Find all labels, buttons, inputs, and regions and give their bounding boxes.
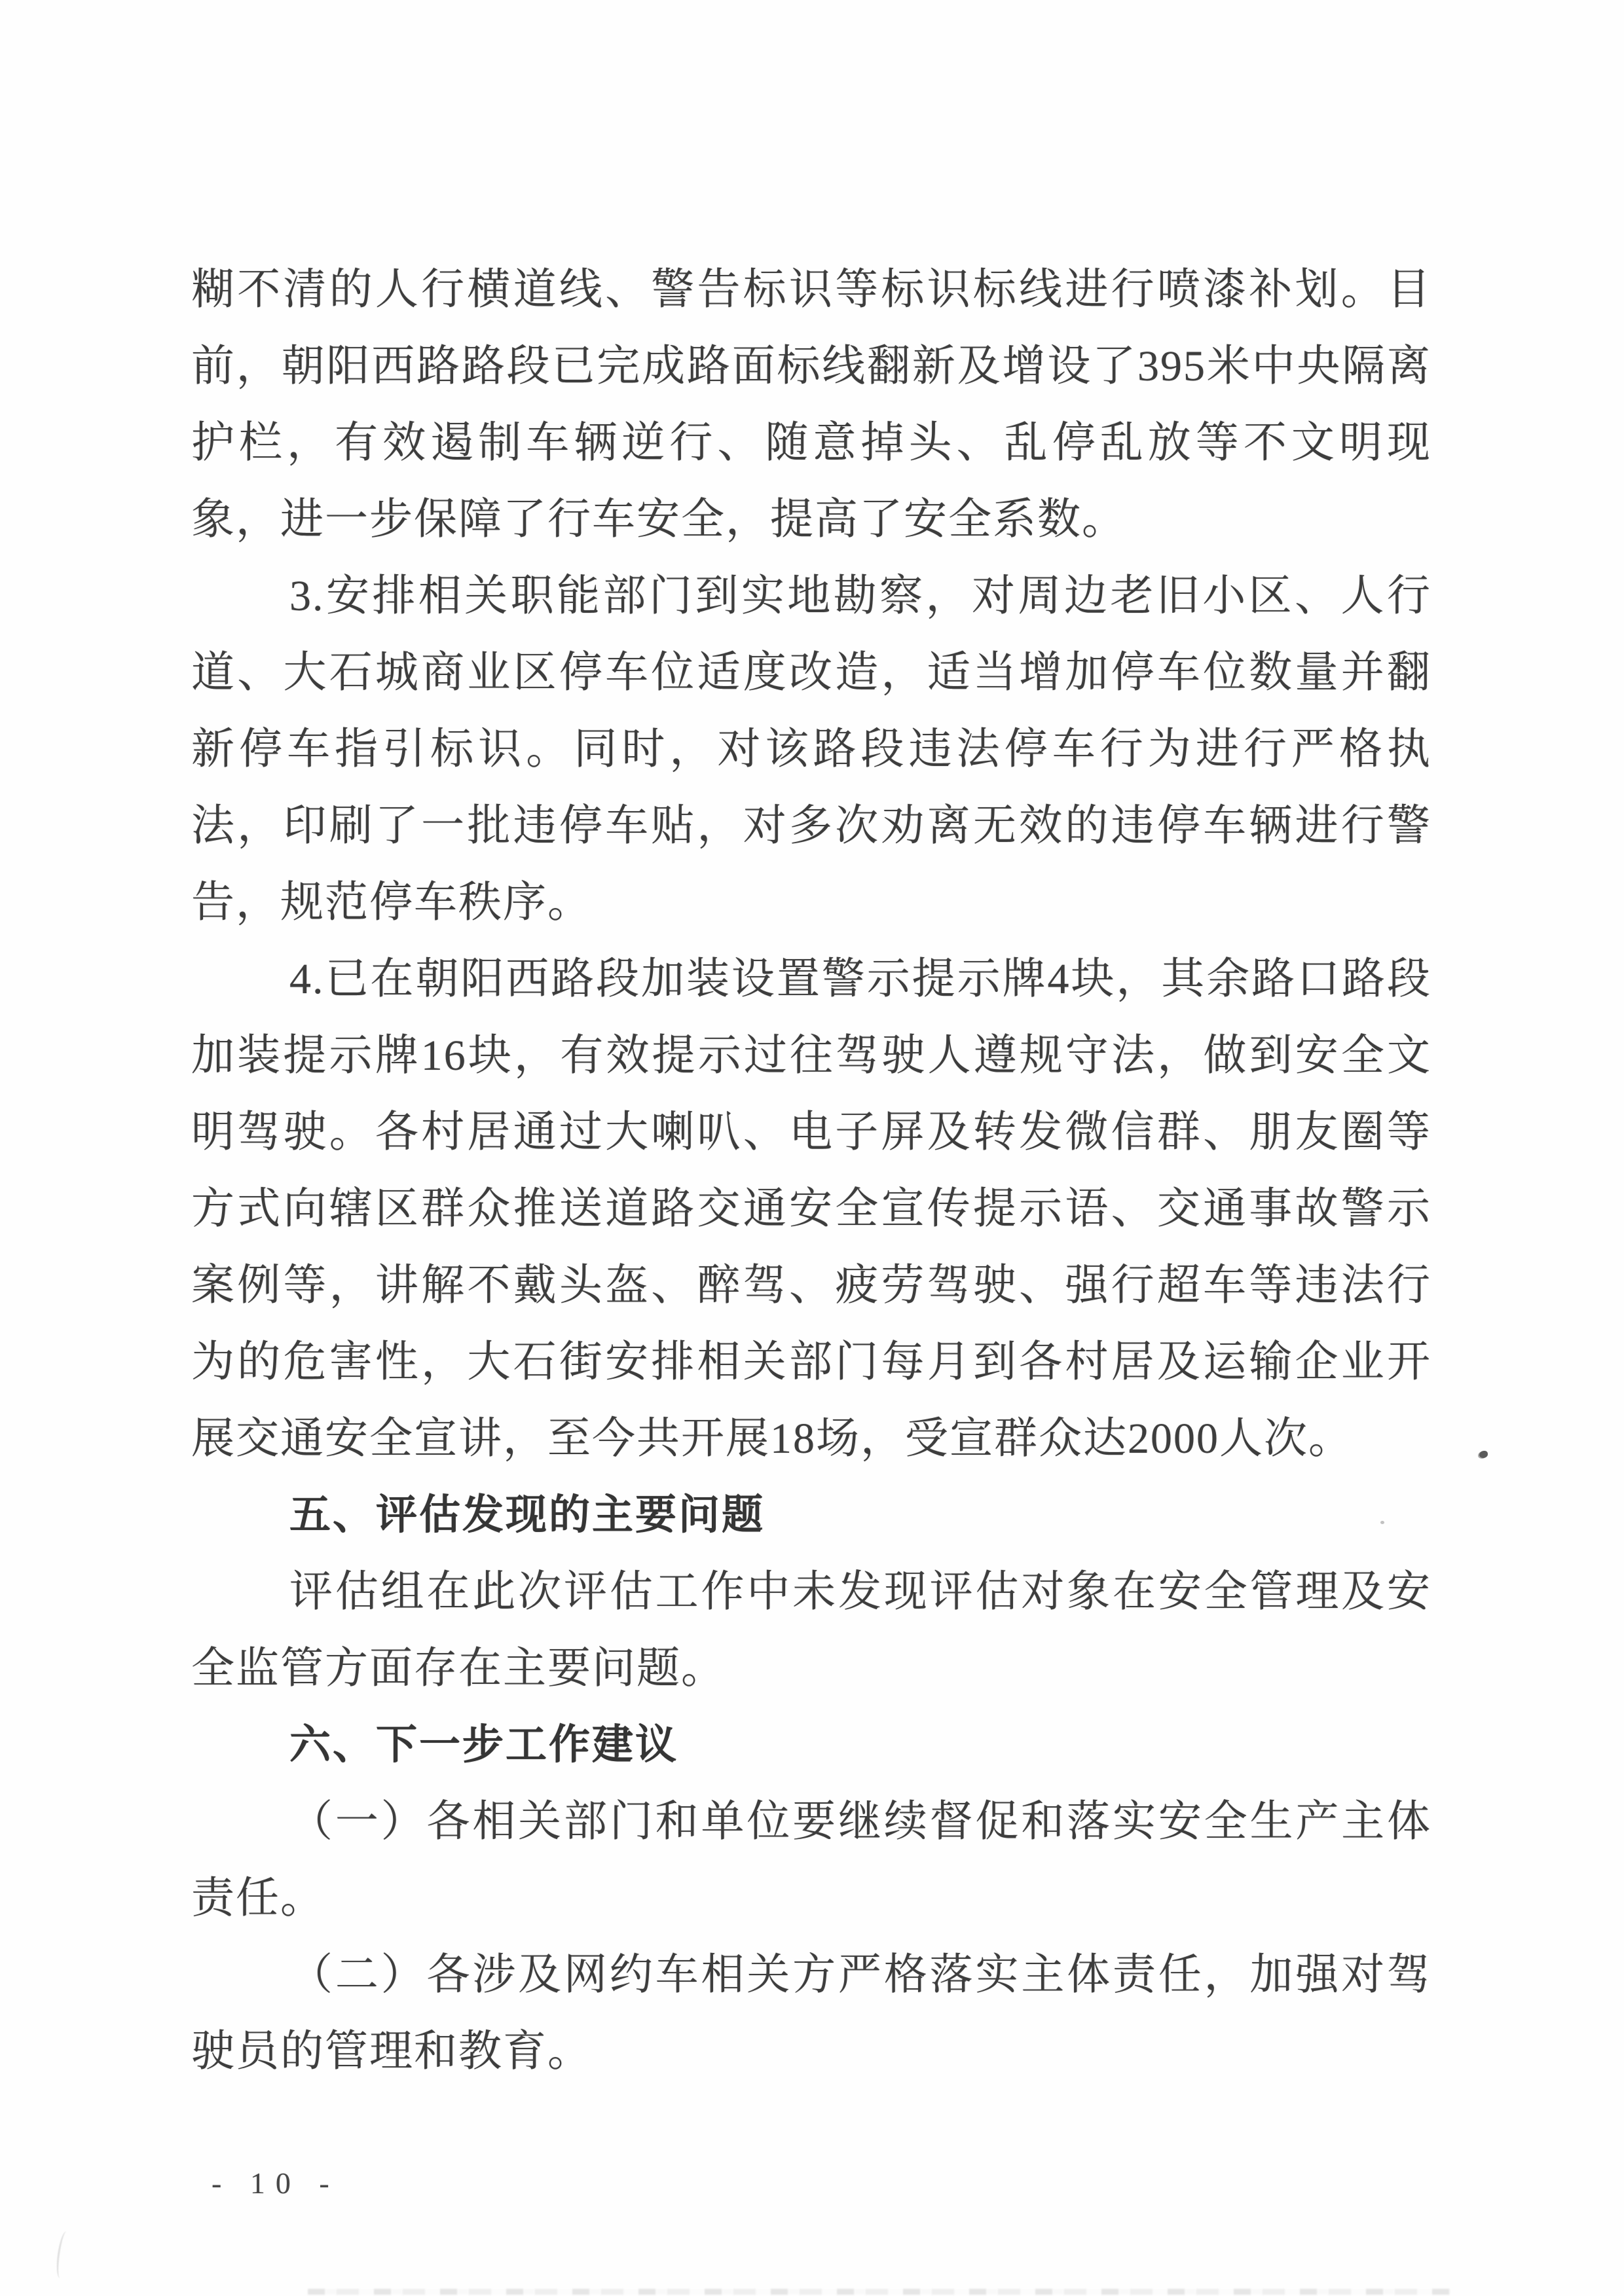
text-line: 驶员的管理和教育。 bbox=[191, 2028, 592, 2075]
text-line: 明驾驶。各村居通过大喇叭、电子屏及转发微信群、朋友圈等 bbox=[191, 1108, 1431, 1156]
text-line-paragraph-start: 3.安排相关职能部门到实地勘察，对周边老旧小区、人行 bbox=[289, 572, 1431, 620]
text-line-paragraph-start: 评估组在此次评估工作中未发现评估对象在安全管理及安 bbox=[289, 1568, 1431, 1616]
text-line: 告，规范停车秩序。 bbox=[191, 879, 592, 926]
text-line: 为的危害性，大石街安排相关部门每月到各村居及运输企业开 bbox=[191, 1338, 1431, 1386]
text-line: 前，朝阳西路路段已完成路面标线翻新及增设了395米中央隔离 bbox=[191, 342, 1431, 390]
text-line: 责任。 bbox=[191, 1874, 325, 1922]
text-line: 护栏，有效遏制车辆逆行、随意掉头、乱停乱放等不文明现 bbox=[191, 419, 1431, 467]
text-line: 方式向辖区群众推送道路交通安全宣传提示语、交通事故警示 bbox=[191, 1185, 1431, 1233]
text-line: 法，印刷了一批违停车贴，对多次劝离无效的违停车辆进行警 bbox=[191, 802, 1431, 850]
ink-speck-artifact bbox=[1479, 1451, 1488, 1458]
section-heading-6: 六、下一步工作建议 bbox=[289, 1722, 678, 1768]
text-line-paragraph-start: （一）各相关部门和单位要继续督促和落实安全生产主体 bbox=[289, 1798, 1431, 1846]
scan-artifact-left bbox=[54, 2231, 72, 2279]
scan-edge-artifact-bottom bbox=[308, 2289, 1450, 2295]
text-line: 象，进一步保障了行车安全，提高了安全系数。 bbox=[191, 496, 1126, 543]
text-line: 全监管方面存在主要问题。 bbox=[191, 1645, 726, 1692]
page-number: - 10 - bbox=[212, 2166, 340, 2200]
section-heading-5: 五、评估发现的主要问题 bbox=[289, 1492, 765, 1538]
ink-speck-artifact-faint bbox=[1380, 1521, 1384, 1524]
document-text-block bbox=[191, 251, 1431, 2090]
text-line-paragraph-start: （二）各涉及网约车相关方严格落实主体责任，加强对驾 bbox=[289, 1951, 1431, 1999]
text-line: 糊不清的人行横道线、警告标识等标识标线进行喷漆补划。目 bbox=[191, 266, 1431, 314]
text-line: 展交通安全宣讲，至今共开展18场，受宣群众达2000人次。 bbox=[191, 1415, 1353, 1463]
text-line: 案例等，讲解不戴头盔、醉驾、疲劳驾驶、强行超车等违法行 bbox=[191, 1262, 1431, 1309]
text-line: 新停车指引标识。同时，对该路段违法停车行为进行严格执 bbox=[191, 725, 1431, 773]
text-line: 加装提示牌16块，有效提示过往驾驶人遵规守法，做到安全文 bbox=[191, 1032, 1431, 1080]
text-line-paragraph-start: 4.已在朝阳西路段加装设置警示提示牌4块，其余路口路段 bbox=[289, 955, 1431, 1003]
text-line: 道、大石城商业区停车位适度改造，适当增加停车位数量并翻 bbox=[191, 649, 1431, 697]
